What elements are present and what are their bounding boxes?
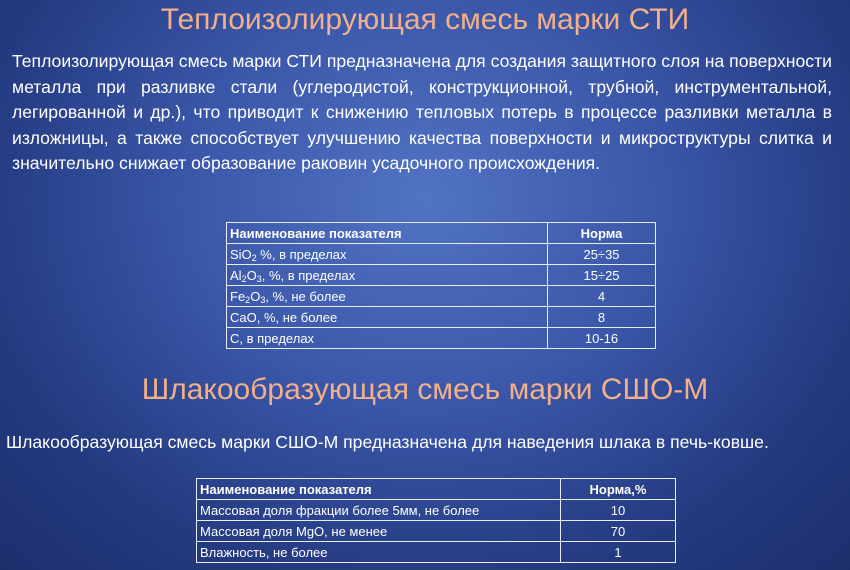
norm-cell: 15÷25 (548, 265, 656, 286)
table-row (197, 500, 676, 521)
section1-title: Теплоизолирующая смесь марки СТИ (160, 3, 690, 36)
norm-cell: 4 (548, 286, 656, 307)
table-row (227, 244, 656, 265)
norm-cell: 1 (561, 542, 676, 563)
section2-title: Шлакообразующая смесь марки СШО-М (141, 373, 709, 406)
section2-paragraph: Шлакообразующая смесь марки СШО-М предназначена для наведения шлака в печь-ковше. (6, 432, 769, 452)
table-row (227, 265, 656, 286)
norm-cell: 8 (548, 307, 656, 328)
table-header-row (197, 479, 676, 500)
parameter-cell: Массовая доля MgO, не менее (197, 521, 561, 542)
sho-m-properties-table (196, 478, 676, 563)
norm-cell: 10-16 (548, 328, 656, 349)
parameter-cell: $Al_2O_3$, %, в пределах (227, 265, 548, 286)
norm-cell: 10 (561, 500, 676, 521)
table-row (197, 521, 676, 542)
table-header-row (227, 223, 656, 244)
norm-cell: 70 (561, 521, 676, 542)
norm-cell: 25÷35 (548, 244, 656, 265)
table-row (197, 542, 676, 563)
header-parameter: Наименование показателя (227, 223, 548, 244)
sti-composition-table (226, 222, 656, 349)
header-norm: Норма (548, 223, 656, 244)
header-norm: Норма,% (561, 479, 676, 500)
table-row (227, 307, 656, 328)
table-row (227, 328, 656, 349)
parameter-cell: Массовая доля фракции более 5мм, не более (197, 500, 561, 521)
table-row (227, 286, 656, 307)
header-parameter: Наименование показателя (197, 479, 561, 500)
section1-paragraph: Теплоизолирующая смесь марки СТИ предназначена для создания защитного слоя на поверхности металла при разливке стали (углеродистой, конструкционной, трубной, инструментальной, легированной и др.), что приводит к снижению тепловых потерь в процессе разливки металла в изложницы, а также способствует улучшению качества поверхности и микроструктуры слитка и значительно снижает образование раковин усадочного происхождения. (12, 51, 832, 173)
parameter-cell: SiO$_2$ %, в пределах (227, 244, 548, 265)
parameter-cell: CaO, %, не более (227, 307, 548, 328)
parameter-cell: С, в пределах (227, 328, 548, 349)
parameter-cell: $Fe_2O_3$, %, не более (227, 286, 548, 307)
parameter-cell: Влажность, не более (197, 542, 561, 563)
